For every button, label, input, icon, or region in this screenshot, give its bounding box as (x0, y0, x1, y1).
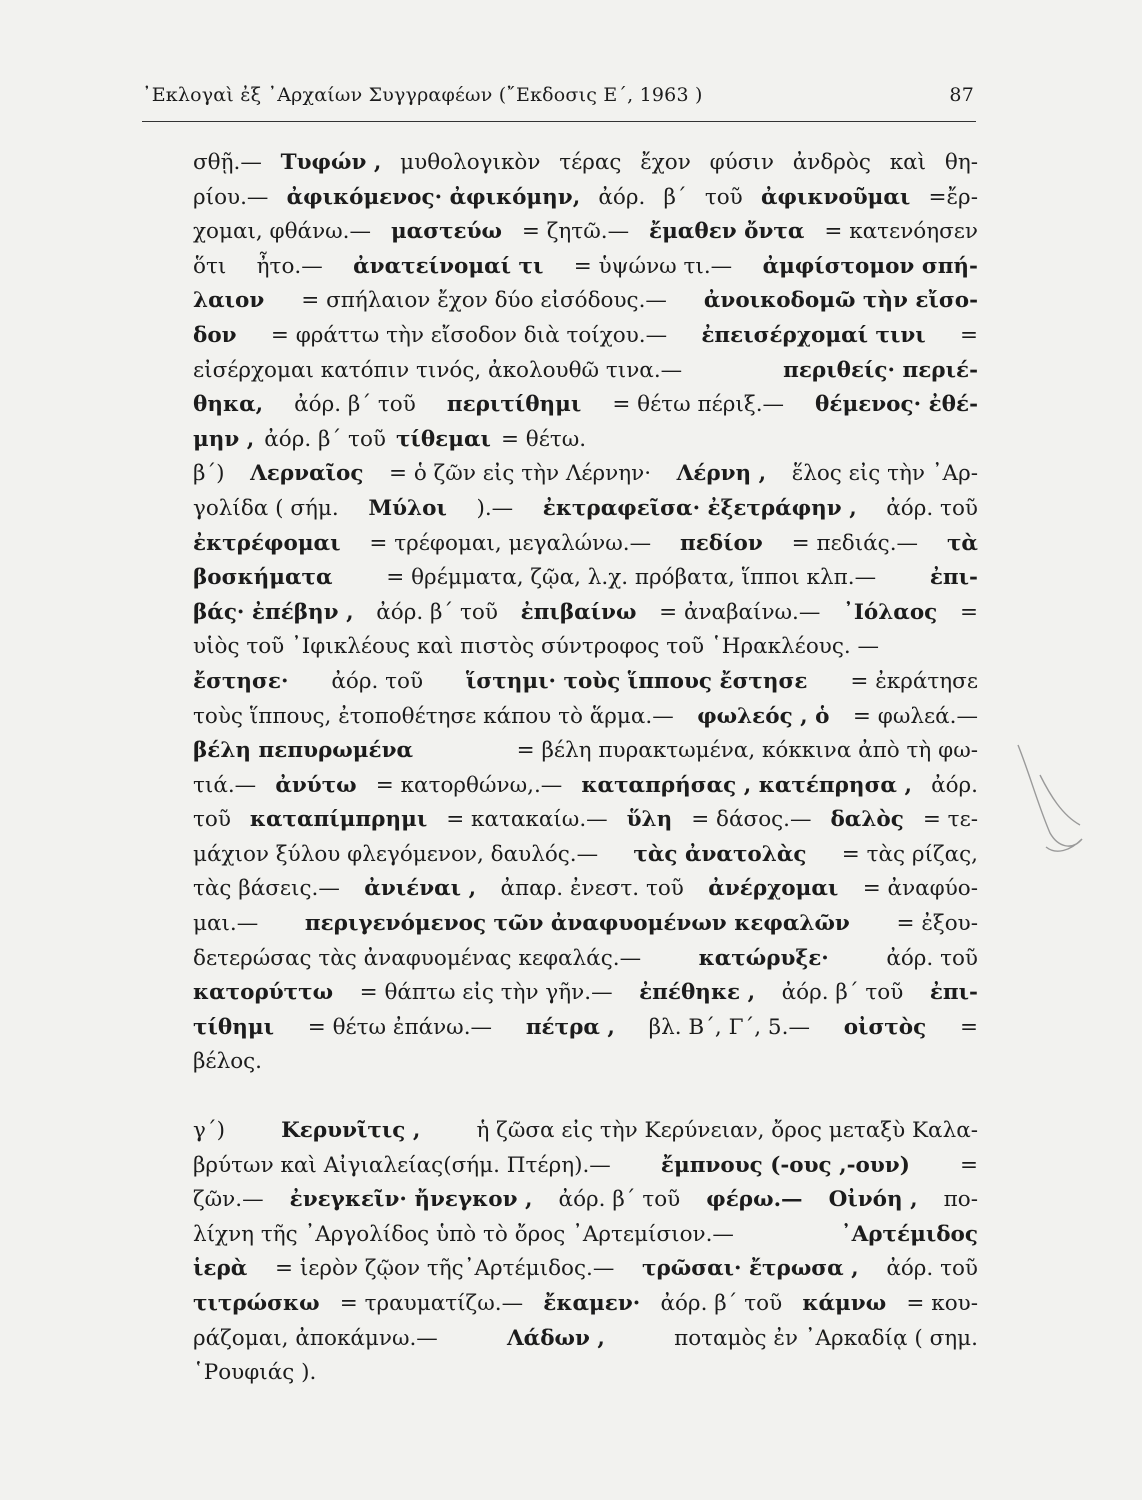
headword: ἀφικόμενος· ἀφικόμην, (286, 184, 581, 210)
text-line (193, 527, 978, 562)
headword: καταπρήσας , κατέπρησα , (581, 772, 912, 798)
gloss-text: = κατορθώνω,.— (375, 772, 563, 798)
gloss-text: ἀόρ. τοῦ (886, 495, 978, 521)
text-line (193, 215, 978, 250)
text-line (193, 457, 978, 492)
text-line (193, 976, 978, 1011)
headword: ἐπι- (929, 980, 978, 1006)
text-line (193, 181, 978, 216)
headword: πέτρα , (525, 1014, 615, 1040)
gloss-text: ἀόρ. (931, 772, 978, 798)
text-line (193, 561, 978, 596)
headword: ἀμφίστομον σπή- (762, 253, 978, 279)
headword: ἀνέρχομαι (708, 876, 839, 902)
text-line (193, 1149, 978, 1184)
text-line (193, 803, 978, 838)
headword: ἐπέθηκε , (639, 980, 756, 1006)
gloss-text: ἀόρ. τοῦ (331, 668, 424, 694)
gloss-text: ἀόρ. (598, 184, 646, 210)
text-line (193, 146, 978, 181)
gloss-text: ζῶν.— (193, 1187, 264, 1213)
headword: ἐπι- (929, 565, 978, 591)
headword: Λάδων , (506, 1325, 605, 1351)
gloss-text: = τραυματίζω.— (339, 1291, 524, 1316)
gloss-text: βρύτων καὶ Αἰγιαλείας(σήμ. Πτέρη).— (193, 1152, 611, 1178)
gloss-text: τοὺς ἵππους, ἐτοποθέτησε κάπου τὸ ἅρμα.— (193, 703, 674, 729)
headword: περιγενόμενος τῶν ἀναφυομένων κεφαλῶν (304, 911, 850, 937)
headword: κάμνω (802, 1291, 887, 1316)
headword: ἔμπνους (-ους ,-ουν) (660, 1152, 910, 1178)
gloss-text: = ὁ ζῶν εἰς τὴν Λέρνην· (389, 461, 652, 487)
headword: τίθεμαι (395, 426, 491, 452)
gloss-text: θη- (944, 150, 978, 175)
headword: δον (193, 322, 237, 348)
headword: ἀνοικοδομῶ τὴν εἴσο- (703, 288, 978, 314)
headword: κατώρυξε· (698, 945, 829, 971)
gloss-text: = θέτω πέριξ.— (612, 392, 785, 418)
gloss-text: ποταμὸς ἐν ᾿Αρκαδίᾳ ( σημ. (674, 1325, 978, 1351)
gloss-text: = (959, 1152, 978, 1178)
running-header-title: ᾿Εκλογαὶ ἐξ ᾿Αρχαίων Συγγραφέων (῎Εκδοσις Ε΄, 1963 ) (142, 84, 703, 106)
gloss-text: ἀόρ. β΄ τοῦ (781, 980, 904, 1006)
gloss-text: = ἐκράτησε (850, 668, 978, 694)
gloss-text: = τε- (922, 807, 978, 833)
gloss-text: καὶ (889, 150, 927, 175)
text-line (193, 492, 978, 527)
gloss-text: = φράττω τὴν εἴσοδον διὰ τοίχου.— (270, 322, 668, 348)
headword: περιθείς· περιέ- (783, 357, 978, 383)
headword: ἵστημι· τοὺς ἵππους ἔστησε (466, 668, 808, 694)
headword: ἱερὰ (193, 1256, 248, 1282)
gloss-text: ἡ ζῶσα εἰς τὴν Κερύνειαν, ὄρος μεταξὺ Καλα- (476, 1118, 978, 1144)
gloss-text: ἦτο.— (256, 253, 323, 279)
text-line (193, 250, 978, 285)
headword: Λερναῖος (250, 461, 364, 487)
headword: Λέρνη , (676, 461, 767, 487)
gloss-text: = (959, 1014, 978, 1040)
gloss-text: = κατακαίω.— (446, 807, 608, 833)
gloss-text: γ΄) (193, 1118, 225, 1144)
gloss-text: ἀόρ. τοῦ (886, 1256, 978, 1282)
gloss-text: = ἀναφύο- (862, 876, 978, 902)
gloss-text: φύσιν (709, 150, 774, 175)
gloss-text: ἀόρ. β΄ τοῦ (294, 392, 416, 418)
gloss-text: β΄) (193, 461, 225, 487)
text-line (193, 1356, 978, 1391)
text-line (193, 907, 978, 942)
gloss-text: ἀόρ. β΄ τοῦ (660, 1291, 783, 1316)
text-line (193, 388, 978, 423)
gloss-text: ὅτι (193, 253, 227, 279)
text-line (193, 423, 978, 458)
headword: καταπίμπρημι (249, 807, 428, 833)
headword: βοσκήματα (193, 565, 333, 591)
headword: οἰστὸς (843, 1014, 927, 1040)
header-rule (142, 121, 976, 122)
gloss-text: = τρέφομαι, μεγαλώνω.— (369, 530, 652, 556)
headword: μην , (193, 426, 255, 452)
headword: μαστεύω (390, 219, 502, 245)
gloss-text: πο- (943, 1187, 978, 1213)
headword: ὕλη (626, 807, 673, 833)
headword: τρῶσαι· ἔτρωσα , (641, 1256, 859, 1282)
text-line (193, 1183, 978, 1218)
gloss-text: εἰσέρχομαι κατόπιν τινός, ἀκολουθῶ τινα.— (193, 357, 683, 383)
gloss-text: = (959, 599, 978, 625)
gloss-text: ἔχον (640, 150, 691, 175)
gloss-text: = κου- (906, 1291, 978, 1316)
gloss-text: = ἀναβαίνω.— (659, 599, 821, 625)
headword: τὰ (946, 530, 978, 556)
gloss-text: τοῦ (193, 807, 231, 833)
gloss-text: = ἱερὸν ζῷον τῆς᾿Αρτέμιδος.— (274, 1256, 615, 1282)
headword: ᾿Ιόλαος (843, 599, 938, 625)
gloss-text: ἀόρ. β΄ τοῦ (558, 1187, 681, 1213)
gloss-text: βλ. Β΄, Γ΄, 5.— (648, 1014, 810, 1040)
headword: Κερυνῖτις , (281, 1118, 421, 1144)
gloss-text: = πεδιάς.— (791, 530, 919, 556)
text-line (193, 1252, 978, 1287)
page-number: 87 (949, 84, 974, 106)
headword: βάς· ἐπέβην , (193, 599, 354, 625)
pencil-mark (1010, 735, 1090, 875)
running-header (142, 84, 976, 114)
headword: πεδίον (679, 530, 763, 556)
gloss-text: = τὰς ρίζας, (841, 841, 978, 867)
text-line (193, 1322, 978, 1357)
headword: τιτρώσκω (193, 1291, 320, 1316)
headword: ἐπεισέρχομαί τινι (701, 322, 926, 348)
headword: ἐπιβαίνω (520, 599, 637, 625)
gloss-text: λίχνη τῆς ᾿Αργολίδος ὑπὸ τὸ ὄρος ᾿Αρτεμίσιον.— (193, 1221, 734, 1247)
gloss-text: δετερώσας τὰς ἀναφυομένας κεφαλάς.— (193, 945, 642, 971)
headword: περιτίθημι (446, 392, 582, 418)
headword: ἔκαμεν· (543, 1291, 641, 1316)
gloss-text: χομαι, φθάνω.— (193, 219, 372, 245)
gloss-text: = φωλεά.— (852, 703, 978, 729)
headword: ἐκτραφεῖσα· ἐξετράφην , (542, 495, 857, 521)
gloss-text: = σπήλαιον ἔχον δύο εἰσόδους.— (301, 288, 667, 314)
headword: τίθημι (193, 1014, 274, 1040)
text-line (193, 872, 978, 907)
headword: θέμενος· ἐθέ- (815, 392, 978, 418)
gloss-text: = (959, 322, 978, 348)
headword: ἀφικνοῦμαι (760, 184, 911, 210)
gloss-text: = βέλη πυρακτωμένα, κόκκινα ἀπὸ τὴ φω- (516, 738, 978, 764)
gloss-text: μυθολογικὸν (400, 150, 541, 175)
headword: ἔμαθεν ὄντα (649, 219, 805, 245)
gloss-text: υἱὸς τοῦ ᾿Ιφικλέους καὶ πιστὸς σύντροφος τοῦ ῾Ηρακλέους. — (193, 634, 880, 660)
text-line (193, 665, 978, 700)
text-line (193, 838, 978, 873)
gloss-text: = θέτω. (500, 426, 587, 452)
gloss-text: = θρέμματα, ζῷα, λ.χ. πρόβατα, ἵπποι κλπ.— (386, 565, 877, 591)
gloss-text: τοῦ (704, 184, 743, 210)
gloss-text: ἀόρ. β΄ τοῦ (376, 599, 498, 625)
text-line (193, 942, 978, 977)
gloss-text: γολίδα ( σήμ. (193, 495, 339, 521)
gloss-text: ράζομαι, ἀποκάμνω.— (193, 1325, 438, 1351)
glossary-text (193, 146, 978, 1391)
headword: ἀνιέναι , (364, 876, 477, 902)
text-line (193, 1045, 978, 1080)
headword: φωλεός , ὁ (697, 703, 830, 729)
gloss-text: ).— (476, 495, 514, 521)
headword: κατορύττω (193, 980, 334, 1006)
headword: Μύλοι (368, 495, 447, 521)
gloss-text: ῾Ρουφιάς ). (193, 1360, 317, 1386)
text-line (193, 1114, 978, 1149)
headword: Οἰνόη , (828, 1187, 918, 1213)
text-line (193, 596, 978, 631)
gloss-text: σθῇ.— (193, 150, 262, 175)
gloss-text: ἀπαρ. ἐνεστ. τοῦ (500, 876, 684, 902)
gloss-text: ἀόρ. τοῦ (886, 945, 978, 971)
headword: ἀνατείνομαί τι (353, 253, 544, 279)
gloss-text: =ἔρ- (928, 184, 978, 210)
gloss-text: = θέτω ἐπάνω.— (307, 1014, 493, 1040)
gloss-text: = ζητῶ.— (521, 219, 630, 245)
text-line (193, 319, 978, 354)
gloss-text: μαι.— (193, 911, 259, 937)
text-line (193, 734, 978, 769)
text-line (193, 1218, 978, 1253)
gloss-text: τέρας (559, 150, 622, 175)
gloss-text: β΄ (663, 184, 687, 210)
headword: λαιον (193, 288, 265, 314)
text-line (193, 1287, 978, 1322)
text-line (193, 700, 978, 735)
text-line (193, 1011, 978, 1046)
gloss-text: τιά.— (193, 772, 257, 798)
gloss-text: τὰς βάσεις.— (193, 876, 340, 902)
text-line (193, 284, 978, 319)
headword: ᾿Αρτέμιδος (840, 1221, 978, 1247)
gloss-text: = κατενόησεν (824, 219, 978, 245)
headword: τὰς ἀνατολὰς (633, 841, 807, 867)
headword: δαλὸς (830, 807, 904, 833)
headword: βέλη πεπυρωμένα (193, 738, 414, 764)
text-line (193, 769, 978, 804)
gloss-text: μάχιον ξύλου φλεγόμενον, δαυλός.— (193, 841, 599, 867)
headword: ἔστησε· (193, 668, 289, 694)
gloss-text: = θάπτω εἰς τὴν γῆν.— (359, 980, 613, 1006)
gloss-text: βέλος. (193, 1049, 263, 1075)
gloss-text: ρίου.— (193, 184, 269, 210)
gloss-text: = ὑψώνω τι.— (573, 253, 733, 279)
gloss-text: ἀόρ. β΄ τοῦ (264, 426, 386, 452)
headword: Τυφών , (280, 150, 382, 175)
headword: θηκα, (193, 392, 264, 418)
gloss-text: = δάσος.— (691, 807, 812, 833)
gloss-text: ἕλος εἰς τὴν ᾿Αρ- (791, 461, 978, 487)
text-line (193, 354, 978, 389)
headword: φέρω.— (706, 1187, 803, 1213)
gloss-text: ἀνδρὸς (792, 150, 871, 175)
headword: ἀνύτω (275, 772, 357, 798)
headword: ἐκτρέφομαι (193, 530, 341, 556)
headword: ἐνεγκεῖν· ἤνεγκον , (289, 1187, 533, 1213)
text-line (193, 630, 978, 665)
gloss-text: = ἐξου- (896, 911, 978, 937)
